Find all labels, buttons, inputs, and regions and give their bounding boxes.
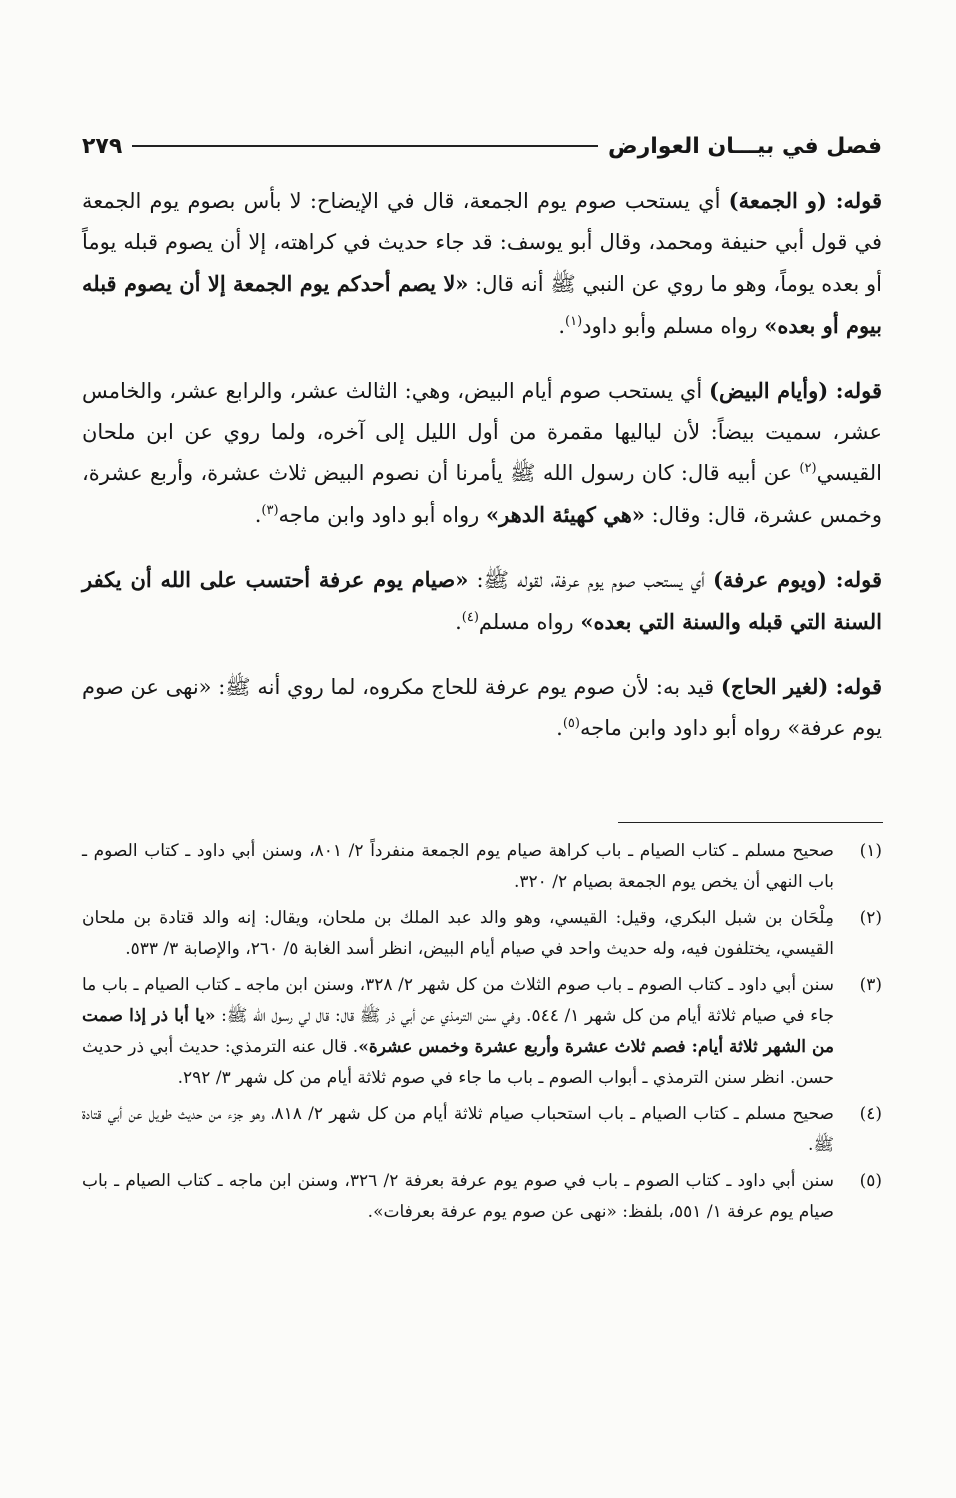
- page-number: ٢٧٩: [82, 133, 123, 159]
- main-text: [82, 180, 882, 772]
- paragraph-jumuah: قوله: (و الجمعة) أي يستحب صوم يوم الجمعة، قال في الإيضاح: لا بأس بصوم يوم الجمعة في قول أبي حنيفة ومحمد، وقال أبو يوسف: قد جاء حديث في كراهته، إلا أن يصوم قبله يوماً أو بعده يوماً، وهو ما روي عن النبي ﷺ أنه قال: «لا يصم أحدكم يوم الجمعة إلا أن يصوم قبله بيوم أو بعده» رواه مسلم وأبو داود$^{(١)}$.: [82, 188, 882, 338]
- header-rule: [132, 145, 598, 147]
- footnote-number: (٢): [859, 908, 882, 928]
- hadith-quote: «يا أبا ذر إذا صمت من الشهر ثلاثة أيام: فصم ثلاث عشرة وأربع عشرة وخمس عشرة»: [82, 1006, 834, 1057]
- footnotes: [82, 836, 882, 1233]
- footnote-number: (٥): [859, 1171, 882, 1191]
- footnote-text: صحيح مسلم ـ كتاب الصيام ـ باب استحباب صيام ثلاثة أيام من كل شهر ٢/ ٨١٨، وهو جزء من حديث طويل عن أبي قتادة ﷺ.: [82, 1104, 834, 1155]
- footnote-1: [82, 836, 882, 898]
- paragraph-heading: قوله: (لغير الحاج): [720, 674, 882, 699]
- paragraph-heading: قوله: (وأيام البيض): [709, 378, 882, 403]
- footnote-text: سنن أبي داود ـ كتاب الصوم ـ باب صوم الثلاث من كل شهر ٢/ ٣٢٨، وسنن ابن ماجه ـ كتاب الصيام ـ باب ما جاء في صيام ثلاثة أيام من كل شهر ١/ ٥٤٤. وفي سنن الترمذي عن أبي ذر ﷺ قال: قال لي رسول الله ﷺ: «يا أبا ذر إذا صمت من الشهر ثلاثة أيام: فصم ثلاث عشرة وأربع عشرة وخمس عشرة». قال عنه الترمذي: حديث أبي ذر حديث حسن. انظر سنن الترمذي ـ أبواب الصوم ـ باب ما جاء في صوم ثلاثة أيام من كل شهر ٣/ ٢٩٢.: [82, 975, 834, 1088]
- footnote-ref: (٥): [562, 716, 580, 731]
- hadith-quote: «هي كهيئة الدهر»: [485, 502, 645, 527]
- paragraph-heading: قوله: (و الجمعة): [728, 188, 882, 213]
- paragraph-heading: قوله: (ويوم عرفة): [712, 567, 882, 592]
- footnote-text: مِلْحَان بن شبل البكري، وقيل: القيسي، وهو والد عبد الملك بن ملحان، ويقال: إنه والد قتادة بن ملحان القيسي، يختلفون فيه، وله حديث واحد في صيام أيام البيض، انظر أسد الغابة ٥/ ٢٦٠، والإصابة ٣/ ٥٣٣.: [82, 908, 834, 959]
- paragraph-arafah: قوله: (ويوم عرفة) أي يستحب صوم يوم عرفة، لقوله ﷺ: «صيام يوم عرفة أحتسب على الله أن يكفر السنة التي قبله والسنة التي بعده» رواه مسلم$^{(٤)}$.: [82, 567, 882, 634]
- footnote-4: [82, 1099, 882, 1161]
- footnote-separator: [618, 822, 883, 823]
- hadith-quote: «صيام يوم عرفة أحتسب على الله أن يكفر السنة التي قبله والسنة التي بعده»: [82, 567, 882, 634]
- footnote-number: (٤): [859, 1104, 882, 1124]
- running-header: [82, 126, 882, 166]
- footnote-3: [82, 970, 882, 1094]
- chapter-title: فصل في بيـــان العوارض: [607, 133, 882, 159]
- footnote-ref: (٣): [261, 503, 279, 518]
- footnote-ref: (١): [565, 314, 583, 329]
- paragraph-ayyam-al-bid: قوله: (وأيام البيض) أي يستحب صوم أيام البيض، وهي: الثالث عشر، والرابع عشر، والخامس عشر، سميت بيضاً: لأن لياليها مقمرة من أول الليل إلى آخره، ولما روي عن ابن ملحان القيسي$^{(٢)}$ عن أبيه قال: كان رسول الله ﷺ يأمرنا أن نصوم البيض ثلاث عشرة، وأربع عشرة، وخمس عشرة، قال: وقال: «هي كهيئة الدهر» رواه أبو داود وابن ماجه$^{(٣)}$.: [82, 378, 882, 527]
- footnote-text: صحيح مسلم ـ كتاب الصيام ـ باب كراهة صيام يوم الجمعة منفرداً ٢/ ٨٠١، وسنن أبي داود ـ كتاب الصوم ـ باب النهي أن يخص يوم الجمعة بصيام ٢/ ٣٢٠.: [82, 841, 834, 892]
- footnote-text: سنن أبي داود ـ كتاب الصوم ـ باب في صوم يوم عرفة بعرفة ٢/ ٣٢٦، وسنن ابن ماجه ـ كتاب الصيام ـ باب صيام يوم عرفة ١/ ٥٥١، بلفظ: «نهى عن صوم يوم عرفة بعرفات».: [82, 1171, 834, 1222]
- footnote-ref: (٢): [799, 461, 817, 476]
- footnote-number: (٣): [859, 975, 882, 995]
- footnote-5: [82, 1166, 882, 1228]
- footnote-2: [82, 903, 882, 965]
- hadith-quote: «لا يصم أحدكم يوم الجمعة إلا أن يصوم قبله بيوم أو بعده»: [82, 271, 882, 338]
- footnote-ref: (٤): [461, 610, 479, 625]
- footnote-number: (١): [859, 841, 882, 861]
- paragraph-non-pilgrim: قوله: (لغير الحاج) قيد به: لأن صوم يوم عرفة للحاج مكروه، لما روي أنه ﷺ: «نهى عن صوم يوم عرفة» رواه أبو داود وابن ماجه$^{(٥)}$.: [82, 674, 882, 740]
